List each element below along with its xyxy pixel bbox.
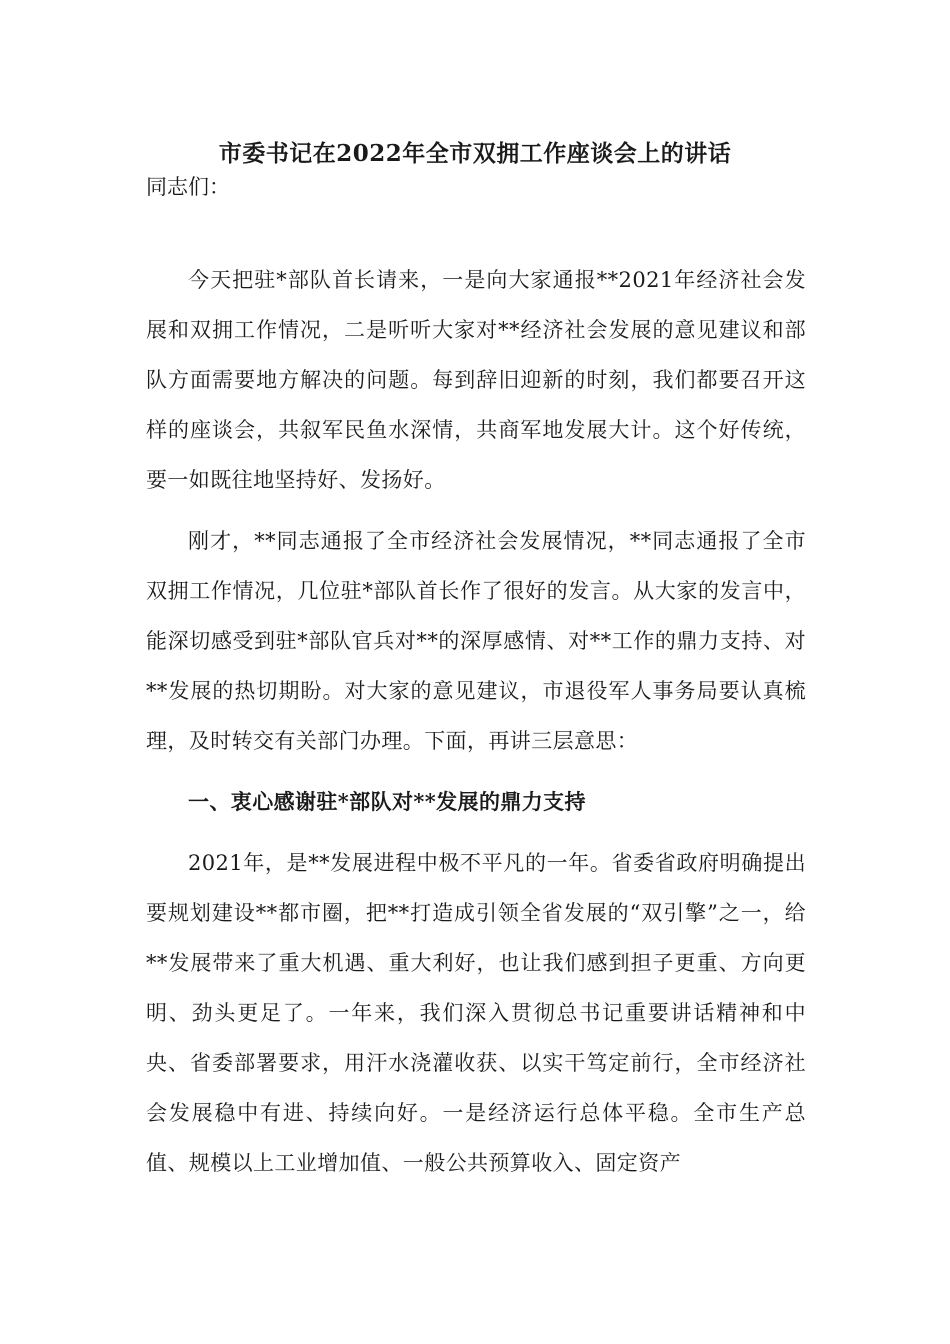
paragraph-2021-review: 2021年，是**发展进程中极不平凡的一年。省委省政府明确提出要规划建设**都市圈，把**打造成引领全省发展的“双引擎”之一，给**发展带来了重大机遇、重大利好，也让我们感到担子更重、方向更明、劲头更足了。一年来，我们深入贯彻总书记重要讲话精神和中央、省委部署要求，用汗水浇灌收获、以实干笃定前行，全市经济社会发展稳中有进、持续向好。一是经济运行总体平稳。全市生产总值、规模以上工业增加值、一般公共预算收入、固定资产 [146,851,806,1175]
salutation: 同志们： [146,175,230,199]
paragraph-opening: 今天把驻*部队首长请来，一是向大家通报**2021年经济社会发展和双拥工作情况，二是听听大家对**经济社会发展的意见建议和部队方面需要地方解决的问题。每到辞旧迎新的时刻，我们都要召开这样的座谈会，共叙军民鱼水深情，共商军地发展大计。这个好传统，要一如既往地坚持好、发扬好。 [146,268,806,492]
document-title: 市委书记在2022年全市双拥工作座谈会上的讲话 [218,140,732,167]
section-heading-1: 一、衷心感谢驻*部队对**发展的鼎力支持 [188,789,586,814]
paragraph-reports: 刚才，**同志通报了全市经济社会发展情况，**同志通报了全市双拥工作情况，几位驻*部队首长作了很好的发言。从大家的发言中，能深切感受到驻*部队官兵对**的深厚感情、对**工作的鼎力支持、对**发展的热切期盼。对大家的意见建议，市退役军人事务局要认真梳理，及时转交有关部门办理。下面，再讲三层意思： [146,529,806,753]
